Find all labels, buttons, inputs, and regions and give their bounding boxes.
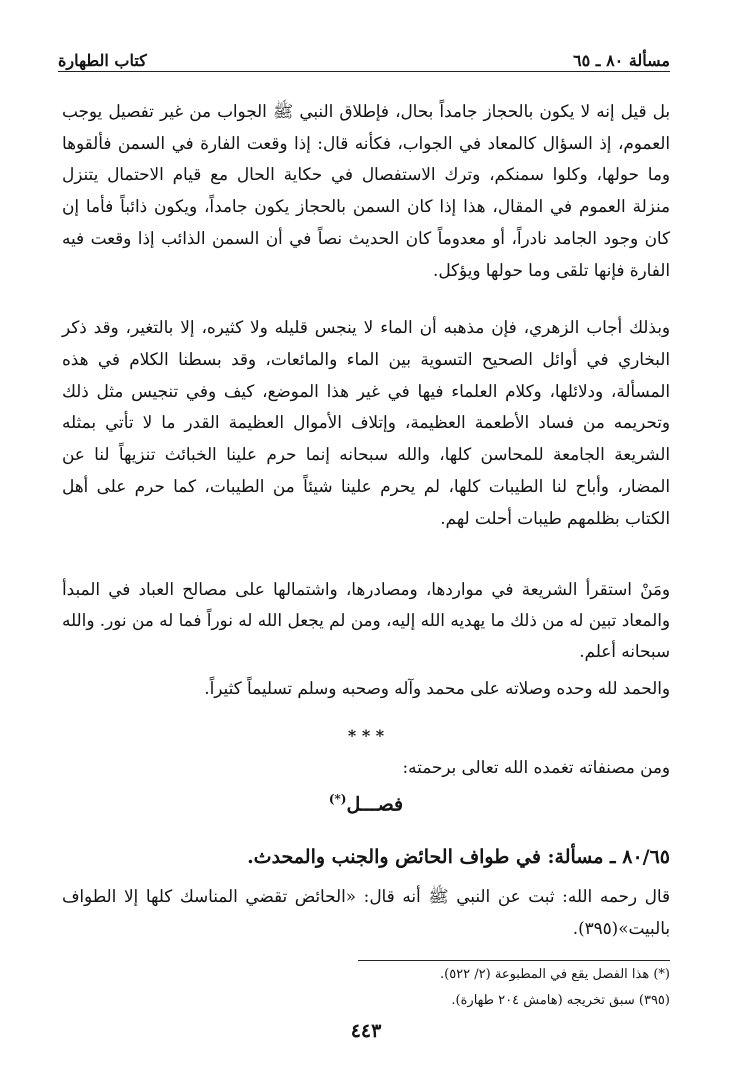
- page-number: ٤٤٣: [350, 1020, 382, 1042]
- header-divider: [58, 71, 670, 72]
- footnote-divider: [358, 960, 670, 961]
- header-chapter-title: كتاب الطهارة: [58, 51, 147, 70]
- footnotes: [62, 962, 670, 1014]
- footnote: (٣٩٥) سبق تخريجه (هامش ٢٠٤ طهارة).: [451, 993, 670, 1008]
- paragraph-3: ومَنْ استقرأ الشريعة في مواردها، ومصادرها، واشتمالها على مصالح العباد في المبدأ والمعاد تبين له من ذلك ما يهديه الله إليه، ومن لم يجعل الله له نوراً فما له من نور. والله سبحانه أعلم.: [62, 579, 670, 661]
- paragraph-1: بل قيل إنه لا يكون بالحجاز جامداً بحال، فإطلاق النبي ﷺ الجواب من غير تفصيل يوجب العموم، إذ السؤال كالمعاد في الجواب، فكأنه قال: إذا وقعت الفارة في السمن فألقوها وما حولها، وكلوا سمنكم، وترك الاستفصال في حكاية الحال مع قيام الاحتمال يتنزل منزلة العموم في المقال، هذا إذا كان السمن بالحجاز يكون جامداً، ويكون ذائباً فأما إن كان وجود الجامد نادراً، أو معدوماً كان الحديث نصاً في أن السمن الذائب إذا وقعت فيه الفارة فإنها تلقى وما حولها ويؤكل.: [62, 101, 670, 280]
- section-title-footnote-mark: (*): [328, 792, 347, 806]
- section-separator: * * *: [347, 726, 385, 745]
- running-header: [58, 44, 670, 70]
- issue-heading: ٨٠/٦٥ ـ مسألة: في طواف الحائض والجنب والمحدث.: [247, 846, 670, 868]
- header-issue-ref: مسألة ٨٠ ـ ٦٥: [573, 51, 670, 70]
- section-title: [0, 792, 732, 815]
- intro-line: ومن مصنفاته تغمده الله تعالى برحمته:: [402, 757, 670, 777]
- section-title-text: فصـــل: [346, 793, 404, 816]
- paragraph-4: والحمد لله وحده وصلاته على محمد وآله وصحبه وسلم تسليماً كثيراً.: [204, 678, 670, 698]
- paragraph-2: وبذلك أجاب الزهري، فإن مذهبه أن الماء لا ينجس قليله ولا كثيره، إلا بالتغير، وقد ذكر البخاري في أوائل الصحيح التسوية بين الماء والمائعات، وقد بسطنا الكلام في هذه المسألة، ودلائلها، وكلام العلماء فيها في غير هذا الموضع، كيف وفي تنجيس مثل ذلك وتحريمه من فساد الأطعمة العظيمة، وإتلاف الأموال العظيمة القدر ما لا تأتي بمثله الشريعة الجامعة للمحاسن كلها، والله سبحانه إنما حرم علينا الخبائث تنزيهاً لنا عن المضار، وأباح لنا الطيبات كلها، لم يحرم علينا شيئاً من الطيبات، كما حرم على أهل الكتاب بظلمهم طيبات أحلت لهم.: [62, 317, 670, 528]
- footnote: (*) هذا الفصل يقع في المطبوعة (٢/ ٥٢٢).: [439, 967, 670, 982]
- paragraph-5: قال رحمه الله: ثبت عن النبي ﷺ أنه قال: «الحائض تقضي المناسك كلها إلا الطواف بالبيت»(٣٩٥).: [62, 886, 670, 938]
